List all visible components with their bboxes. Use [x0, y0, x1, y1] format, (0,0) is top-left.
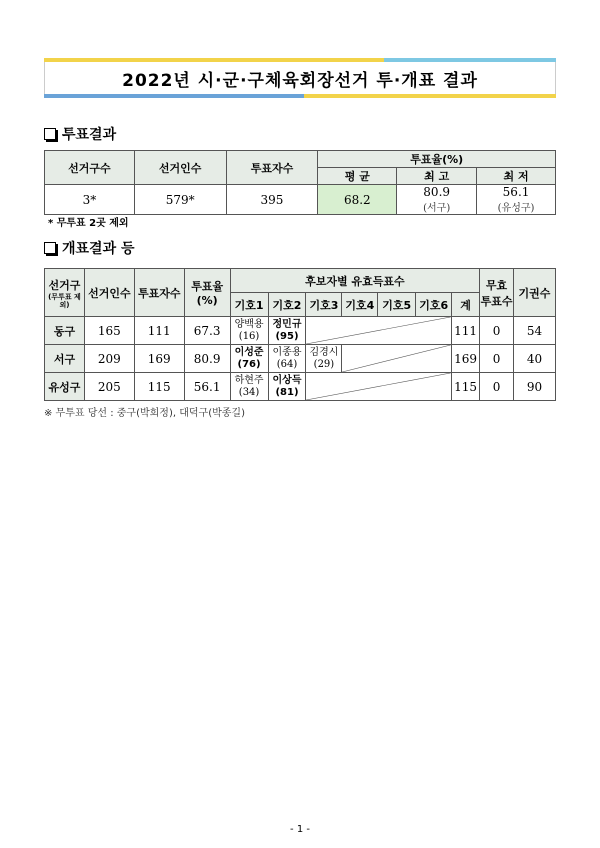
cell-voters: 205 [84, 373, 134, 401]
cell-district: 동구 [45, 317, 85, 345]
cell-sum: 111 [452, 317, 480, 345]
cell-empty-slash [306, 373, 452, 401]
page-title: 2022년 시·군·구체육회장선거 투·개표 결과 [122, 71, 478, 91]
hdr-rate: 투표율(%) [184, 269, 230, 317]
cell-c1: 이성준 (76) [230, 345, 268, 373]
cell-votes: 169 [134, 345, 184, 373]
cell-votes: 395 [226, 185, 318, 215]
hdr-c4: 기호4 [342, 293, 378, 317]
hdr-districts: 선거구수 [45, 151, 135, 185]
cell-voters: 165 [84, 317, 134, 345]
hdr-votes: 투표자수 [226, 151, 318, 185]
note-uncontested: * 무투표 2곳 제외 [48, 218, 129, 229]
cell-rate: 67.3 [184, 317, 230, 345]
cell-avg: 68.2 [318, 185, 397, 215]
section-count-result: 개표결과 등 [44, 238, 135, 258]
cell-abstain: 54 [514, 317, 556, 345]
cell-c2: 이상득 (81) [268, 373, 306, 401]
hdr-sum: 계 [452, 293, 480, 317]
cell-voters: 209 [84, 345, 134, 373]
cell-empty-slash [342, 345, 452, 373]
cell-abstain: 90 [514, 373, 556, 401]
cell-c1: 양백용 (16) [230, 317, 268, 345]
count-result-table [44, 268, 556, 401]
cell-invalid: 0 [480, 373, 514, 401]
hdr-c2: 기호2 [268, 293, 306, 317]
hdr-voters: 선거인수 [134, 151, 226, 185]
cell-c2: 이종용 (64) [268, 345, 306, 373]
table-row [45, 317, 556, 345]
hdr-avg: 평 균 [318, 168, 397, 185]
hdr-candidates: 후보자별 유효득표수 [230, 269, 480, 293]
page-number: - 1 - [290, 824, 310, 835]
hdr-min: 최 저 [477, 168, 556, 185]
cell-empty-slash [306, 317, 452, 345]
cell-votes: 111 [134, 317, 184, 345]
table-row [45, 373, 556, 401]
hdr-max: 최 고 [397, 168, 477, 185]
cell-min: 56.1 (유성구) [477, 185, 556, 215]
hdr-c5: 기호5 [378, 293, 416, 317]
cell-rate: 56.1 [184, 373, 230, 401]
note-unopposed-winners: ※ 무투표 당선 : 중구(박희정), 대덕구(박종길) [44, 408, 245, 419]
cell-c1: 하현주 (34) [230, 373, 268, 401]
hdr-district: 선거구 (무투표 제외) [45, 269, 85, 317]
cell-c3: 김경시 (29) [306, 345, 342, 373]
cell-abstain: 40 [514, 345, 556, 373]
vote-result-table [44, 150, 556, 215]
cell-invalid: 0 [480, 345, 514, 373]
title-banner [44, 58, 556, 98]
cell-max: 80.9 (서구) [397, 185, 477, 215]
hdr-invalid: 무효 투표수 [480, 269, 514, 317]
hdr-voters: 선거인수 [84, 269, 134, 317]
checkbox-bullet-icon [44, 242, 56, 254]
checkbox-bullet-icon [44, 128, 56, 140]
hdr-c6: 기호6 [416, 293, 452, 317]
cell-sum: 169 [452, 345, 480, 373]
hdr-c1: 기호1 [230, 293, 268, 317]
table-row [45, 345, 556, 373]
hdr-abstain: 기권수 [514, 269, 556, 317]
hdr-votes: 투표자수 [134, 269, 184, 317]
hdr-rate: 투표율(%) [318, 151, 556, 168]
cell-districts: 3* [45, 185, 135, 215]
cell-votes: 115 [134, 373, 184, 401]
cell-invalid: 0 [480, 317, 514, 345]
section-vote-result: 투표결과 [44, 124, 116, 144]
cell-district: 유성구 [45, 373, 85, 401]
hdr-c3: 기호3 [306, 293, 342, 317]
cell-rate: 80.9 [184, 345, 230, 373]
cell-c2: 정민규 (95) [268, 317, 306, 345]
cell-sum: 115 [452, 373, 480, 401]
cell-voters: 579* [134, 185, 226, 215]
cell-district: 서구 [45, 345, 85, 373]
